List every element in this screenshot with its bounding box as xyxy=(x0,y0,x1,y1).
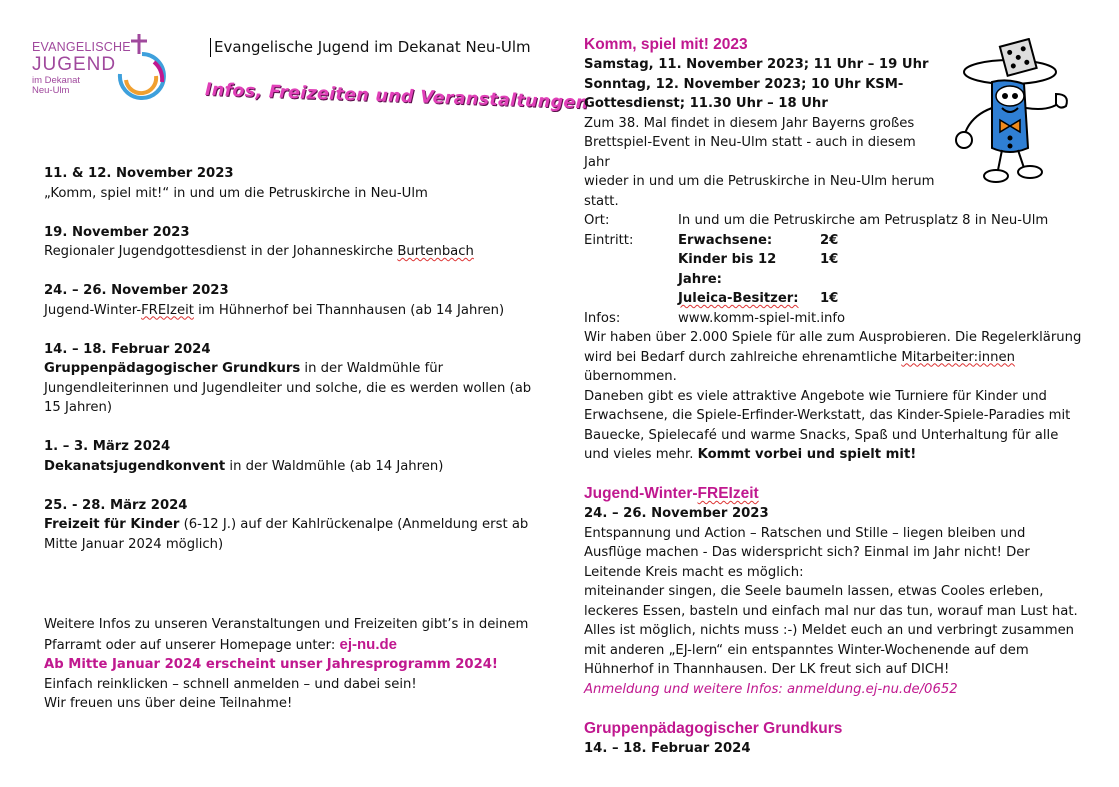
detail-column xyxy=(584,35,1084,758)
event-desc: Freizeit für Kinder (6-12 J.) auf der Kahlrückenalpe (Anmeldung erst ab Mitte Januar 2024 möglich) xyxy=(44,517,529,552)
infos-label: Infos: xyxy=(584,310,621,326)
footer-line: Einfach reinklicken – schnell anmelden – und dabei sein! xyxy=(44,676,417,692)
ort-value: In und um die Petruskirche am Petrusplatz 8 in Neu-Ulm xyxy=(678,213,1049,228)
infos-link[interactable]: www.komm-spiel-mit.info xyxy=(678,310,846,326)
event-item xyxy=(44,437,544,476)
event-item xyxy=(44,496,544,555)
logo-line-1: EVANGELISCHE xyxy=(32,40,131,54)
footer-line: Wir freuen uns über deine Teilnahme! xyxy=(44,696,293,711)
winter-date: 24. – 26. November 2023 xyxy=(584,506,769,521)
event-item xyxy=(44,340,544,418)
page-subtitle: Infos, Freizeiten und Veranstaltungen xyxy=(204,80,589,114)
program-notice: Ab Mitte Januar 2024 erscheint unser Jahresprogramm 2024! xyxy=(44,657,498,672)
event-list xyxy=(44,164,544,554)
komm-date-2b: Gottesdienst; 11.30 Uhr – 18 Uhr xyxy=(584,96,828,111)
komm-date-1: Samstag, 11. November 2023; 11 Uhr – 19 Uhr xyxy=(584,57,929,72)
event-desc: Gruppenpädagogischer Grundkurs in der Waldmühle für Jungendleiterinnen und Jugendleiter und solche, die es werden wollen (ab 15 Jahren) xyxy=(44,361,532,415)
footer-line: Pfarramt oder auf unserer Homepage unter: ej-nu.de xyxy=(44,635,397,653)
grundkurs-date: 14. – 18. Februar 2024 xyxy=(584,740,751,756)
komm-date-2a: Sonntag, 12. November 2023; 10 Uhr KSM- xyxy=(584,76,904,92)
winter-heading: Jugend-Winter-FREIzeit xyxy=(584,485,759,502)
event-desc: Jugend-Winter-FREIzeit im Hühnerhof bei Thannhausen (ab 14 Jahren) xyxy=(44,302,505,318)
komm-para-2: Daneben gibt es viele attraktive Angebote wie Turniere für Kinder und Erwachsene, die Spiele-Erfinder-Werkstatt, das Kinder-Spiele-Paradies mit Bauecke, Spielecafé und warme Snacks, Spaß und Unterhaltung für alle und vieles mehr. Kommt vorbei und spielt mit! xyxy=(584,388,1071,462)
komm-para-1: Wir haben über 2.000 Spiele für alle zum Ausprobieren. Die Regelerklärung wird bei Bedarf durch zahlreiche ehrenamtliche Mitarbeiter:innen übernommen. xyxy=(584,330,1082,384)
price-who: Erwachsene: xyxy=(678,232,773,248)
event-item xyxy=(44,223,544,262)
winter-text: Entspannung und Action – Ratschen und Stille – liegen bleiben und Ausflüge machen - Das widerspricht sich? Einmal im Jahr nicht! Der Leitende Kreis macht es möglich: xyxy=(584,525,1030,580)
org-title: Evangelische Jugend im Dekanat Neu-Ulm xyxy=(210,38,531,57)
footer-info xyxy=(44,615,544,714)
event-item xyxy=(44,281,544,320)
footer-line: Weitere Infos zu unseren Veranstaltungen und Freizeiten gibt’s in deinem xyxy=(44,617,529,632)
price-who: Kinder bis 12 Jahre: xyxy=(678,252,777,287)
event-date: 19. November 2023 xyxy=(44,224,190,240)
ort-label: Ort: xyxy=(584,213,610,228)
event-date: 11. & 12. November 2023 xyxy=(44,166,234,181)
price-value: 1€ xyxy=(820,252,839,267)
logo-line-2: JUGEND xyxy=(32,53,117,75)
komm-intro: Zum 38. Mal findet in diesem Jahr Bayerns großes Brettspiel-Event in Neu-Ulm statt - auch in diesem Jahr wieder in und um die Petruskirche in Neu-Ulm herum statt. xyxy=(584,115,935,209)
price-value: 2€ xyxy=(820,232,839,248)
event-item xyxy=(44,164,544,203)
komm-details-table xyxy=(584,211,1084,328)
grundkurs-heading: Gruppenpädagogischer Grundkurs xyxy=(584,719,843,737)
winter-anmeldung-link[interactable]: Anmeldung und weitere Infos: anmeldung.ej-nu.de/0652 xyxy=(584,681,958,697)
winter-text-2: miteinander singen, die Seele baumeln lassen, etwas Cooles erleben, leckeres Essen, basteln und einfach mal nur das tun, worauf man Lust hat. Alles ist möglich, nichts muss :-) Meldet euch an und verbringt zusammen mit anderen „EJ-lern“ ein entspanntes Winter-Wochenende auf dem Hühnerhof in Thannhausen. Der LK freut sich auf DICH! xyxy=(584,584,1078,677)
event-date: 1. – 3. März 2024 xyxy=(44,439,171,454)
event-desc: „Komm, spiel mit!“ in und um die Petruskirche in Neu-Ulm xyxy=(44,185,428,201)
ej-logo xyxy=(32,32,177,112)
price-value: 1€ xyxy=(820,291,839,306)
eintritt-label: Eintritt: xyxy=(584,232,634,248)
event-desc: Regionaler Jugendgottesdienst in der Johanneskirche Burtenbach xyxy=(44,244,474,259)
logo-line-4: Neu-Ulm xyxy=(32,85,70,96)
komm-heading: Komm, spiel mit! 2023 xyxy=(584,36,748,53)
price-who: Juleica-Besitzer: xyxy=(678,291,799,306)
event-date: 24. – 26. November 2023 xyxy=(44,283,229,298)
event-date: 14. – 18. Februar 2024 xyxy=(44,341,211,357)
logo-line-3: im Dekanat xyxy=(32,74,81,86)
event-desc: Dekanatsjugendkonvent in der Waldmühle (ab 14 Jahren) xyxy=(44,458,444,474)
homepage-link[interactable]: ej-nu.de xyxy=(339,635,397,653)
cross-circle-icon xyxy=(106,32,176,114)
event-date: 25. - 28. März 2024 xyxy=(44,497,188,513)
